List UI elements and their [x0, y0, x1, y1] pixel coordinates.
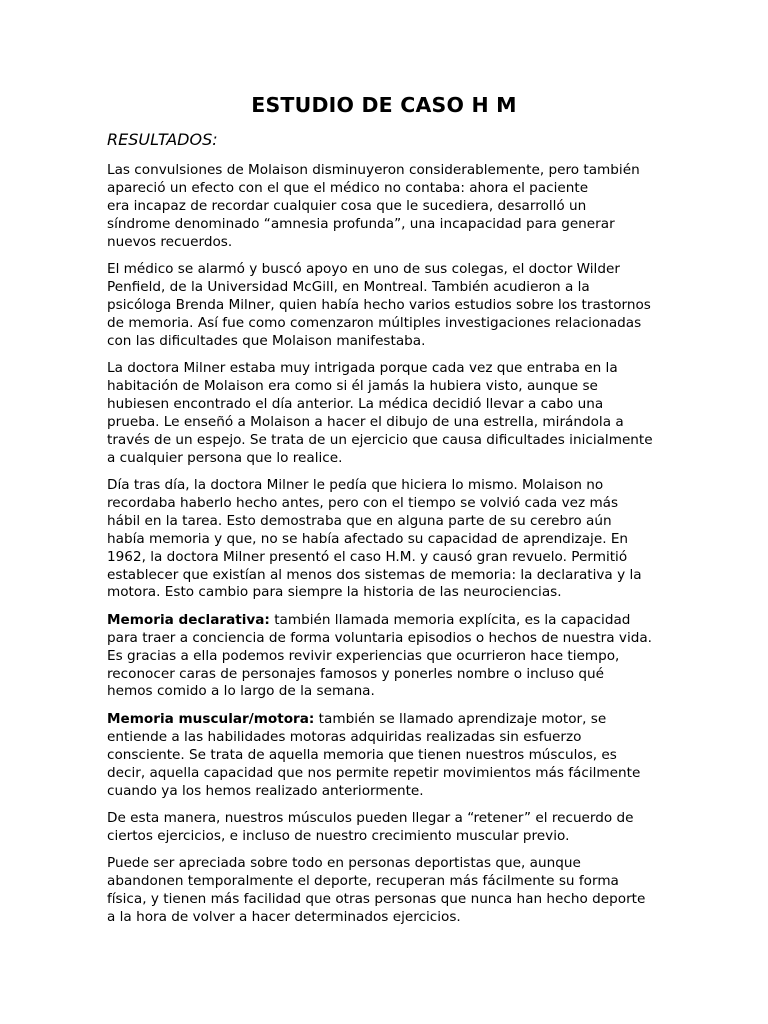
paragraph-1 [107, 162, 661, 252]
paragraph-2 [107, 261, 661, 351]
paragraph-text: Puede ser apreciada sobre todo en personas deportistas que, aunque abandonen temporalmente el deporte, recuperan más fácilmente su forma física, y tienen más facilidad que otras personas que nunca han hecho deporte a la hora de volver a hacer determinados ejercicios. [107, 855, 646, 925]
paragraph-lead-term: Memoria muscular/motora: [107, 710, 315, 727]
section-heading: RESULTADOS: [107, 130, 218, 149]
paragraph-8 [107, 855, 661, 927]
paragraph-4 [107, 477, 661, 602]
paragraph-text: De esta manera, nuestros músculos pueden llegar a “retener” el recuerdo de ciertos ejercicios, e incluso de nuestro crecimiento muscular previo. [107, 809, 634, 844]
paragraph-3 [107, 360, 661, 467]
document-title: ESTUDIO DE CASO H M [251, 93, 517, 117]
paragraph-7 [107, 810, 661, 846]
paragraph-text: El médico se alarmó y buscó apoyo en uno de sus colegas, el doctor Wilder Penfield, de la Universidad McGill, en Montreal. También acudieron a la psicóloga Brenda Milner, quien había hecho varios estudios sobre los trastornos de memoria. Así fue como comenzaron múltiples investigaciones relacionadas con las dificultades que Molaison manifestaba. [107, 261, 651, 349]
paragraph-text: Las convulsiones de Molaison disminuyeron considerablemente, pero también apareció un efecto con el que el médico no contaba: ahora el paciente era incapaz de recordar cualquier cosa que le sucediera, desarrolló un síndrome denominado “amnesia profunda”, una incapacidad para generar nuevos recuerdos. [107, 162, 640, 250]
paragraph-text: también llamada memoria explícita, es la capacidad para traer a conciencia de forma voluntaria episodios o hechos de nuestra vida. Es gracias a ella podemos revivir experiencias que ocurrieron hace tiempo, reconocer caras de personajes famosos y ponerles nombre o incluso qué hemos comido a lo largo de la semana. [107, 611, 652, 700]
paragraph-text: La doctora Milner estaba muy intrigada porque cada vez que entraba en la habitación de Molaison era como si él jamás la hubiera visto, aunque se hubiesen encontrado el día anterior. La médica decidió llevar a cabo una prueba. Le enseñó a Molaison a hacer el dibujo de una estrella, mirándola a través de un espejo. Se trata de un ejercicio que causa dificultades inicialmente a cualquier persona que lo realice. [107, 360, 653, 466]
paragraph-text: también se llamado aprendizaje motor, se entiende a las habilidades motoras adquiridas realizadas sin esfuerzo consciente. Se trata de aquella memoria que tienen nuestros músculos, es decir, aquella capacidad que nos permite repetir movimientos más fácilmente cuando ya los hemos realizado anteriormente. [107, 710, 641, 799]
paragraph-text: Día tras día, la doctora Milner le pedía que hiciera lo mismo. Molaison no recordaba haberlo hecho antes, pero con el tiempo se volvió cada vez más hábil en la tarea. Esto demostraba que en alguna parte de su cerebro aún había memoria y que, no se había afectado su capacidad de aprendizaje. En 1962, la doctora Milner presentó el caso H.M. y causó gran revuelo. Permitió establecer que existían al menos dos sistemas de memoria: la declarativa y la motora. Esto cambio para siempre la historia de las neurociencias. [107, 477, 642, 601]
paragraph-lead-term: Memoria declarativa: [107, 611, 270, 628]
paragraph-motor-memory [107, 711, 661, 801]
paragraph-declarative-memory [107, 612, 661, 702]
